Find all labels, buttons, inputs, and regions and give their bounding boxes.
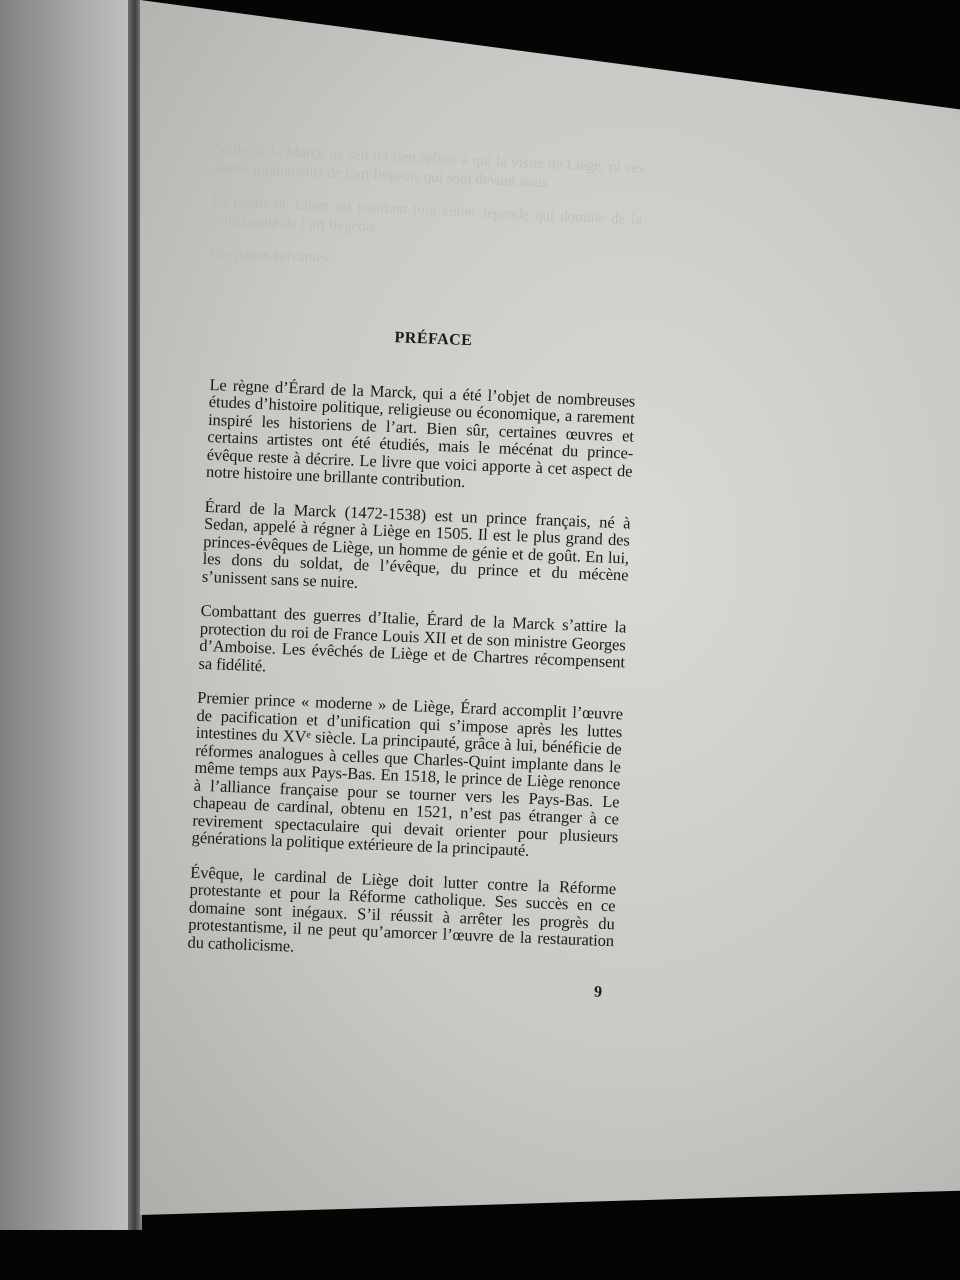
paragraph: Premier prince « moderne » de Liège, Érard accomplit l’œuvre de pacification et d’unification qui s’impose après les luttes intestines du XVᵉ siècle. La principauté, grâce à lui, bénéficie de réformes analogues à celles que Charles-Quint implante dans le même temps aux Pays-Bas. En 1518, le prince de Liège renonce à l’alliance française pour se tourner vers les Pays-Bas. Le chapeau de cardinal, obtenu en 1521, n’est pas étranger à ce revirement spectaculaire qui devait orienter pour plusieurs générations la politique extérieure de la principauté.	[191, 687, 624, 860]
page-number: 9	[593, 983, 603, 1001]
paragraph: Érard de la Marck (1472-1538) est un prince français, né à Sedan, appelé à régner à Liège en 1505. Il est le plus grand des princes-évêques de Liège, un homme de génie et de goût. En lui, les dons du soldat, de l’évêque, du prince et du mécène s’unissent sans se nuire.	[201, 496, 631, 592]
left-page	[0, 0, 140, 1230]
paragraph: Combattant des guerres d’Italie, Érard de la Marck s’attire la protection du roi de France Louis XII et de son ministre Georges d’Amboise. Les évêchés de Liège et de Chartres récompensent sa fidélité.	[198, 600, 627, 675]
paragraph: Le règne d’Érard de la Marck, qui a été l’objet de nombreuses études d’histoire politique, religieuse ou économique, a rarement inspiré les historiens de l’art. Bien sûr, certaines œuvres et certains artistes ont été étudiés, mais le mécénat du prince-évêque reste à décrire. Le livre que voici apporte à cet aspect de notre histoire une brillante contribution.	[205, 374, 636, 492]
book-gutter	[128, 0, 142, 1230]
show-through-line: Seule de la Marck ne sait ici rien refuse à qui la visite de Liège, ni ces autres monuments de l’art liégeois qui sont devant nous.	[213, 140, 645, 192]
paragraph: Évêque, le cardinal de Liège doit lutter contre la Réforme protestante et pour la Réforme catholique. Ses succès en ce domaine sont inégaux. S’il réussit à arrêter les progrès du protestantisme, il ne peut qu’amorcer l’œuvre de la restauration du catholicisme.	[187, 862, 617, 956]
show-through-line: Les pages suivantes	[209, 244, 330, 267]
show-through-line: Le palais de Liège est pourtant tout entier légende qui domine de la principauté de l’art liégeois.	[211, 192, 643, 236]
page-title: PRÉFACE	[394, 329, 473, 350]
preface-text-block	[186, 322, 638, 1002]
